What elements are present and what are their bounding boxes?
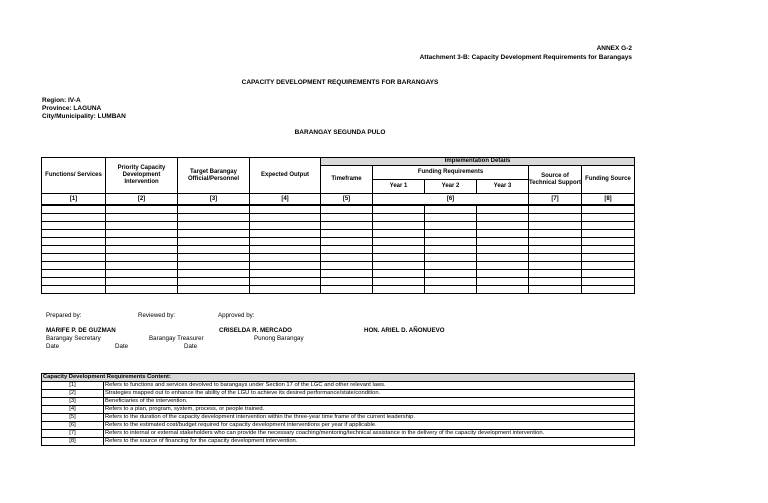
col-funding-requirements: Funding Requirements [373,166,529,180]
table-cell [250,270,321,278]
table-cell [178,286,250,294]
content-legend-heading: Capacity Development Requirements Content: [42,374,635,382]
legend-row [42,414,635,422]
table-cell [178,246,250,254]
table-cell [321,254,373,262]
table-cell [373,286,425,294]
table-cell [106,254,178,262]
table-cell [425,230,477,238]
table-cell [529,230,582,238]
table-cell [373,262,425,270]
legend-code: [7] [42,430,104,438]
table-cell [106,286,178,294]
attachment-label: Attachment 3-B: Capacity Development Requirements for Barangays [419,54,632,61]
table-cell [477,238,529,246]
table-cell [425,246,477,254]
table-cell [42,214,106,222]
table-cell [321,286,373,294]
table-cell [477,254,529,262]
table-cell [178,205,250,214]
table-cell [42,238,106,246]
legend-row [42,422,635,430]
reviewed-by-label: Reviewed by: [138,312,176,319]
reviewed-date-label: Date [115,343,129,350]
legend-text: Refers to the duration of the capacity development intervention within the three-year time frame of the current leadership. [104,414,635,422]
city-label: City/Municipality: LUMBAN [42,113,126,120]
legend-text: Refers to internal or external stakeholders who can provide the necessary coaching/mentoring/technical assistance in the delivery of the capacity development intervention. [104,430,635,438]
column-number-row [42,194,635,206]
table-body [42,205,635,294]
table-row [42,262,635,270]
legend-text: Beneficiaries of the intervention. [104,398,635,406]
table-cell [477,214,529,222]
table-cell [321,222,373,230]
table-cell [477,230,529,238]
table-cell [250,254,321,262]
annex-label: ANNEX G-2 [596,45,632,52]
col-year-2: Year 2 [425,180,477,194]
table-cell [582,254,635,262]
table-cell [425,254,477,262]
approved-date-label: Date [184,343,198,350]
legend-code: [5] [42,414,104,422]
table-cell [42,230,106,238]
table-cell [42,254,106,262]
table-cell [425,214,477,222]
legend-code: [3] [42,398,104,406]
table-cell [250,278,321,286]
table-cell [178,254,250,262]
table-cell [582,205,635,214]
table-cell [529,222,582,230]
table-cell [373,270,425,278]
table-cell [42,278,106,286]
table-row [42,270,635,278]
table-cell [425,222,477,230]
col-number: [1] [42,194,106,206]
table-cell [178,230,250,238]
table-cell [582,222,635,230]
col-number: [3] [178,194,250,206]
requirements-table [41,157,635,294]
reviewed-by-name: CRISELDA R. MERCADO [219,327,292,334]
table-cell [373,214,425,222]
col-year-1: Year 1 [373,180,425,194]
table-row [42,278,635,286]
table-cell [529,278,582,286]
table-cell [106,238,178,246]
table-cell [529,286,582,294]
approved-by-label: Approved by: [218,312,255,319]
legend-row [42,382,635,390]
col-output: Expected Output [250,158,321,194]
table-row [42,222,635,230]
table-cell [42,286,106,294]
table-cell [582,262,635,270]
table-cell [373,246,425,254]
legend-code: [4] [42,406,104,414]
table-cell [106,270,178,278]
table-cell [42,246,106,254]
table-cell [373,230,425,238]
col-timeframe: Timeframe [321,166,373,194]
table-cell [425,270,477,278]
table-cell [425,238,477,246]
table-cell [250,238,321,246]
table-cell [106,246,178,254]
table-row [42,254,635,262]
table-cell [425,286,477,294]
table-cell [477,246,529,254]
table-cell [321,270,373,278]
table-cell [529,254,582,262]
table-cell [42,222,106,230]
col-number: [2] [106,194,178,206]
table-cell [106,222,178,230]
table-cell [373,205,425,214]
table-cell [106,278,178,286]
col-year-3: Year 3 [477,180,529,194]
col-source-support: Source of Technical Support [529,166,582,194]
table-cell [477,222,529,230]
table-cell [425,278,477,286]
table-cell [425,205,477,214]
table-cell [42,205,106,214]
col-number: [4] [250,194,321,206]
table-cell [250,222,321,230]
document-title: CAPACITY DEVELOPMENT REQUIREMENTS FOR BARANGAYS [241,79,439,86]
legend-row [42,406,635,414]
table-row [42,230,635,238]
barangay-title: BARANGAY SEGUNDA PULO [294,129,386,136]
table-cell [477,278,529,286]
table-row [42,214,635,222]
approved-by-title: Punong Barangay [254,335,304,342]
table-cell [106,262,178,270]
col-number: [8] [582,194,635,206]
table-cell [477,286,529,294]
table-cell [42,262,106,270]
table-cell [373,222,425,230]
approved-by-name: HON. ARIEL D. AÑONUEVO [364,327,445,334]
table-cell [106,205,178,214]
table-cell [582,278,635,286]
prepared-date-label: Date [46,343,60,350]
table-cell [425,262,477,270]
legend-code: [8] [42,438,104,446]
legend-row [42,430,635,438]
col-funding-source: Funding Source [582,166,635,194]
table-cell [42,270,106,278]
table-cell [106,230,178,238]
col-functions: Functions/ Services [42,158,106,194]
legend-row [42,438,635,446]
table-row [42,238,635,246]
table-cell [582,230,635,238]
legend-text: Refers to a plan, program, system, process, or people trained. [104,406,635,414]
table-cell [250,246,321,254]
col-number: [6] [373,194,529,206]
reviewed-by-title: Barangay Treasurer [149,335,204,342]
prepared-by-title: Barangay Secretary [46,335,101,342]
legend-text: Refers to functions and services devolved to barangays under Section 17 of the LGC and other relevant laws. [104,382,635,390]
table-cell [250,230,321,238]
table-cell [529,205,582,214]
table-cell [477,262,529,270]
table-cell [321,230,373,238]
table-cell [582,214,635,222]
legend-row [42,390,635,398]
table-cell [477,205,529,214]
table-cell [178,222,250,230]
table-cell [178,270,250,278]
content-legend-table [41,373,635,446]
table-cell [529,262,582,270]
table-cell [373,278,425,286]
col-priority: Priority Capacity Development Intervention [106,158,178,194]
table-cell [477,270,529,278]
table-cell [178,262,250,270]
table-cell [321,214,373,222]
prepared-by-label: Prepared by: [46,312,82,319]
annex-header [420,44,632,62]
table-cell [106,214,178,222]
table-cell [582,270,635,278]
table-row [42,286,635,294]
table-cell [529,270,582,278]
location-block [42,97,126,121]
table-cell [529,246,582,254]
table-cell [250,205,321,214]
legend-code: [1] [42,382,104,390]
table-cell [373,254,425,262]
col-target: Target Barangay Official/Personnel [178,158,250,194]
table-cell [529,238,582,246]
prepared-by-name: MARIFE P. DE GUZMAN [46,327,116,334]
table-cell [321,205,373,214]
table-row [42,246,635,254]
legend-row [42,398,635,406]
table-cell [321,238,373,246]
table-cell [250,262,321,270]
col-implementation: Implementation Details [321,158,635,166]
table-cell [321,262,373,270]
legend-text: Refers to the source of financing for the capacity development intervention. [104,438,635,446]
legend-code: [6] [42,422,104,430]
legend-text: Refers to the estimated cost/budget required for capacity development interventions per year if applicable. [104,422,635,430]
legend-code: [2] [42,390,104,398]
table-cell [178,278,250,286]
table-cell [529,214,582,222]
table-cell [373,238,425,246]
table-cell [582,238,635,246]
province-label: Province: LAGUNA [42,105,102,112]
col-number: [5] [321,194,373,206]
col-number: [7] [529,194,582,206]
table-row [42,205,635,214]
table-cell [178,214,250,222]
legend-text: Strategies mapped out to enhance the ability of the LGU to achieve its desired performance/state/condition. [104,390,635,398]
table-cell [321,246,373,254]
table-cell [250,286,321,294]
table-cell [582,286,635,294]
table-cell [178,238,250,246]
region-label: Region: IV-A [42,97,81,104]
table-cell [250,214,321,222]
table-cell [582,246,635,254]
table-cell [321,278,373,286]
